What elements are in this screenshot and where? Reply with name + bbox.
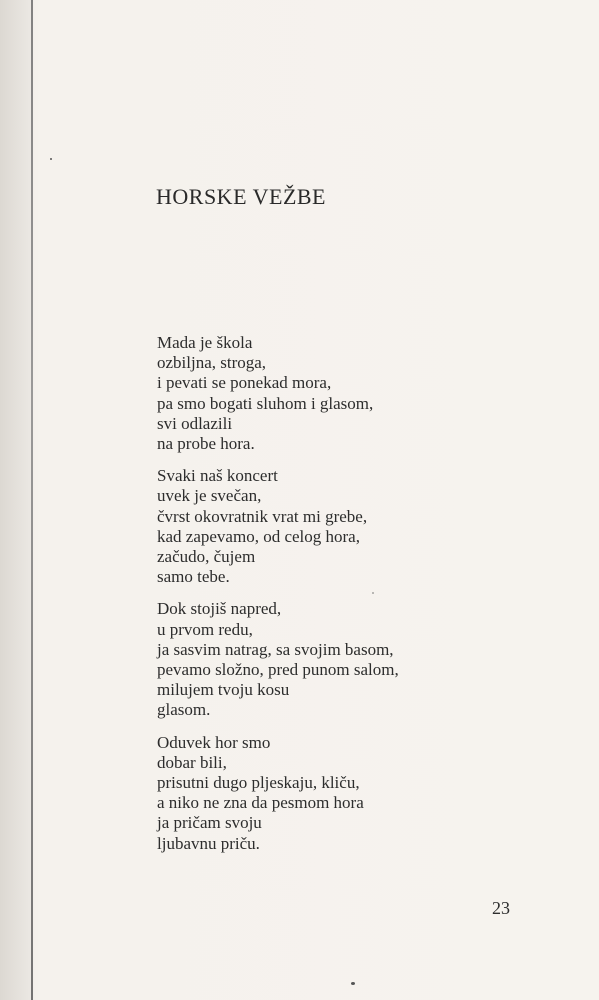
stanza [157,599,577,720]
stanza [157,466,577,587]
poem-line: dobar bili, [157,752,227,772]
dust-speck [372,592,374,594]
poem-line: ja pričam svoju [157,813,262,833]
poem-line: ja sasvim natrag, sa svojim basom, [157,639,394,659]
poem-line: čvrst okovratnik vrat mi grebe, [157,506,368,526]
poem-title: HORSKE VEŽBE [156,184,326,209]
poem-line: pa smo bogati sluhom i glasom, [157,393,374,413]
poem-body [157,333,577,866]
dust-speck [351,982,355,985]
poem-line: na probe hora. [157,434,255,454]
poem-line: Svaki naš koncert [157,466,278,486]
poem-line: u prvom redu, [157,619,253,639]
poem-line: samo tebe. [157,567,230,587]
poem-line: začudo, čujem [157,547,256,567]
page-binding-edge [31,0,33,1000]
poem-line: i pevati se ponekad mora, [157,373,332,393]
poem-line: Dok stojiš napred, [157,599,282,619]
poem-line: svi odlazili [157,413,233,433]
poem-line: Mada je škola [157,333,253,352]
poem-line: a niko ne zna da pesmom hora [157,793,364,813]
poem-line: prisutni dugo pljeskaju, kliču, [157,773,360,793]
poem-line: Oduvek hor smo [157,732,271,752]
poem-line: ljubavnu priču. [157,833,260,853]
poem-line: pevamo složno, pred punom salom, [157,660,399,680]
poem-line: uvek je svečan, [157,486,262,506]
dust-speck [50,158,52,160]
poem-line: ozbiljna, stroga, [157,353,267,373]
stanza [157,333,577,454]
poem-line: milujem tvoju kosu [157,680,290,700]
poem-line: glasom. [157,700,211,720]
page-number: 23 [492,898,510,918]
stanza [157,733,577,854]
poem-line: kad zapevamo, od celog hora, [157,526,360,546]
spine-shadow [0,0,31,1000]
